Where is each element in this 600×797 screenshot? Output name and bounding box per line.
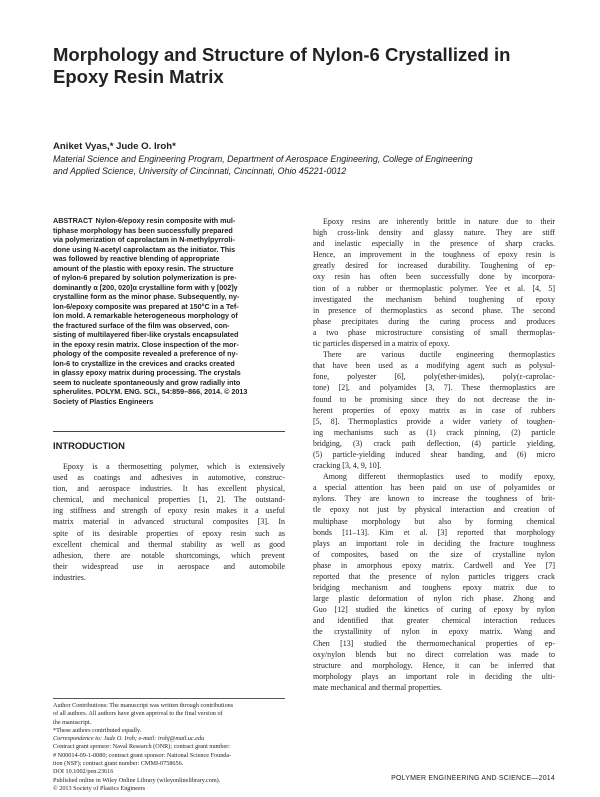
body-line: herent properties of epoxy matrix as in case of rubbers [313,405,555,415]
abstract-line: crystalline form as the minor phase. Subsequently, ny- [53,292,240,301]
body-line: high cross-link density and glassy nature. They are stiff [313,228,555,238]
body-line: phase precipitates during the curing process and produces [313,316,555,326]
body-line: [5, 8]. Thermoplastics provide a wider variety of toughen- [313,416,555,426]
abstract-line: via polymerization of caprolactam in N-methylpyrroli- [53,235,235,244]
body-line: bridging mechanism and toughens epoxy matrix due to [313,583,555,593]
affiliation-line: and Applied Science, University of Cincinnati, Cincinnati, Ohio 45221-0012 [53,165,347,176]
body-line: the crystallinity of nylon in epoxy matrix. Wang and [313,627,555,637]
abstract-line: tiphase morphology has been successfully prepared [53,225,233,235]
body-line: investigated the mechanism behind toughening of epoxy [313,294,555,304]
body-line: tone) [2], and polyamides [3, 7]. These thermoplastics are [313,383,555,393]
footnote-line: Published online in Wiley Online Library (wileyonlinelibrary.com). [53,776,221,784]
footnote-line: # N00014-09-1-0080; contract grant sponsor: National Science Founda- [53,751,232,759]
body-line: tic particles dispersed in a matrix of epoxy. [313,339,450,349]
abstract-line: the fractured surface of the film was observed, con- [53,320,230,330]
body-line: Guo [12] studied the kinetics of curing of epoxy by nylon [313,605,555,615]
intro-line: used as coatings and adhesives in automotive, construc- [53,473,285,483]
body-line: reported that the presence of nylon particles triggers crack [313,572,555,581]
abstract-line: dominantly α [200, 020]α crystalline form with γ [002]γ [53,282,238,292]
intro-line: Epoxy is a thermosetting polymer, which is extensively [63,462,285,471]
footnotes [53,702,285,793]
abstract-line: of nylon-6 prepared by solution polymerization is pre- [53,273,237,282]
abstract-line: lon-6 to crystallize in the crevices and cracks created [53,358,235,368]
abstract [53,216,285,406]
abstract-line: phology of the composite revealed a preference of ny- [53,349,238,358]
body-line: cracking [3, 4, 9, 10]. [313,461,382,471]
body-line: greatly desired for increased durability. Toughening of ep- [313,261,555,271]
footnote-line: tion (NSF); contract grant number: CMMI-0758656. [53,760,184,768]
body-line: a special attention has been paid on use of polyamides or [313,483,555,493]
section-divider [53,431,285,432]
footnote-line: Author Contributions: The manuscript was written through contributions [53,702,234,709]
body-line: bridging, (3) crack path deflection, (4) particle yielding, [313,438,555,448]
body-line: large plastic deformation of nylon rich phase. Zhong and [313,594,555,604]
intro-line: chemical, and mechanical properties [1, 2]. The outstand- [53,495,285,505]
doi-line: DOI 10.1002/pen.23616 [53,768,114,776]
abstract-line: was followed by reactive blending of appropriate [53,254,220,263]
intro-line: their widespread use in aerospace and automobile [53,561,285,571]
body-line: fone, polyester [6], poly(ether-imides), poly(ε-caprolac- [313,372,555,382]
body-line: mate mechanical and thermal properties. [313,682,442,692]
body-line: oxy/nylon blends but no direct correlation was made to [313,649,555,659]
body-line: There are various ductile engineering thermoplastics [323,350,555,360]
intro-line: spite of its desirable properties of epoxy resin such as [53,528,285,538]
footnote-line: the manuscript. [53,718,92,726]
body-line: Chen [13] studied the thermomechanical properties of ep- [313,638,555,648]
affiliation [53,154,553,177]
title-line: Morphology and Structure of Nylon-6 Crystallized in [53,44,511,65]
body-line: that have been used as a modifying agent such as polysul- [313,361,555,371]
body-line: bonds [11–13]. Kim et al. [3] reported that morphology [313,527,555,537]
body-line: (5) particle-yielding induced shear banding, and (6) micro [313,449,555,459]
right-column-text [313,216,555,693]
body-line: morphology plays an important role in deciding the ulti- [313,671,555,681]
body-line: and identified that greater chemical interaction reduces [313,616,555,626]
body-line: a two phase microstructure consisting of small thermoplas- [313,327,555,337]
footnote-line: *These authors contributed equally. [53,726,142,734]
intro-line: matrix material in advanced structural composites [3]. In [53,517,285,527]
abstract-line: Society of Plastics Engineers [53,396,154,406]
intro-line: ing stiffness and strength of epoxy resin makes it a useful [53,506,285,516]
body-line: structure and morphology. Hence, it can be inferred that [313,660,555,670]
article-title [53,44,553,88]
body-line: multiphase morphology but also by forming chemical [313,516,555,526]
journal-footer: POLYMER ENGINEERING AND SCIENCE—2014 [391,775,555,782]
abstract-line: ABSTRACT Nylon-6/epoxy resin composite with mul- [53,216,236,225]
abstract-line: seem to nucleate spontaneously and grow radially into [53,377,241,387]
body-line: found to be promising since they do not decrease the in- [313,394,555,404]
body-line: Hence, an improvement in the toughness of epoxy resin is [313,250,555,260]
abstract-line: done using N-acetyl caprolactam as the initiator. This [53,244,236,254]
footnote-line: of all authors. All authors have given approval to the final version of [53,710,223,718]
intro-line: tion, and aerospace industries. It has excellent physical, [53,484,285,494]
body-line: plays an important role in deciding the fracture toughness [313,538,555,548]
abstract-line: amount of the plastic with epoxy resin. The structure [53,263,234,273]
intro-text [53,461,285,583]
footnote-divider [53,698,285,699]
intro-heading: INTRODUCTION [53,440,125,451]
title-line: Epoxy Resin Matrix [53,66,224,87]
body-line: tle epoxy not just by physical interaction and creation of [313,505,555,515]
body-line: in presence of thermoplastics as second phase. The second [313,305,555,315]
author-list: Aniket Vyas,* Jude O. Iroh* [53,141,176,152]
abstract-line: lon mold. A remarkable heterogeneous morphology of [53,311,238,320]
body-line: Epoxy resins are inherently brittle in nature due to their [323,217,555,226]
body-line: nylons. They are known to increase the toughness of brit- [313,494,555,504]
body-line: of composites, based on the size of crystalline nylon [313,549,555,559]
abstract-label: ABSTRACT [53,216,93,225]
abstract-line: lon-6/epoxy composite was prepared at 150°C in a Tef- [53,301,239,311]
abstract-line: spherulites. POLYM. ENG. SCI., 54:859–866, 2014. © 2013 [53,387,248,396]
intro-line: excellent chemical and thermal stability as well as good [53,539,285,549]
body-line: tion of a rubber or thermoplastic polymer. Yee et al. [4, 5] [313,283,555,293]
intro-line: adhesion, there are notable shortcomings, which prevent [53,550,285,560]
body-line: and inelastic especially in the presence of sharp cracks. [313,239,555,249]
affiliation-line: Material Science and Engineering Program, Department of Aerospace Engineering, College of Engineering [53,154,473,164]
intro-line: industries. [53,572,86,582]
body-line: ing mechanisms such as (1) crack pinning, (2) particle [313,427,555,437]
copyright-line: © 2013 Society of Plastics Engineers [53,784,146,792]
body-line: Among different thermoplastics used to modify epoxy, [323,472,555,482]
abstract-line: in glassy epoxy matrix during processing. The crystals [53,368,241,377]
body-line: phase in amorphous epoxy matrix. Cardwell and Yee [7] [313,560,555,570]
footnote-line: Contract grant sponsor: Naval Research (ONR); contract grant number: [53,743,230,751]
abstract-line: sisting of multilayered fiber-like crystals encapsulated [53,330,239,339]
abstract-line: in the epoxy resin matrix. Close inspection of the mor- [53,339,239,349]
body-line: oxy resin has often been successfully done by incorpora- [313,272,555,282]
correspondence-line: Correspondence to: Jude O. Iroh; e-mail: irohj@mail.uc.edu [53,735,205,743]
